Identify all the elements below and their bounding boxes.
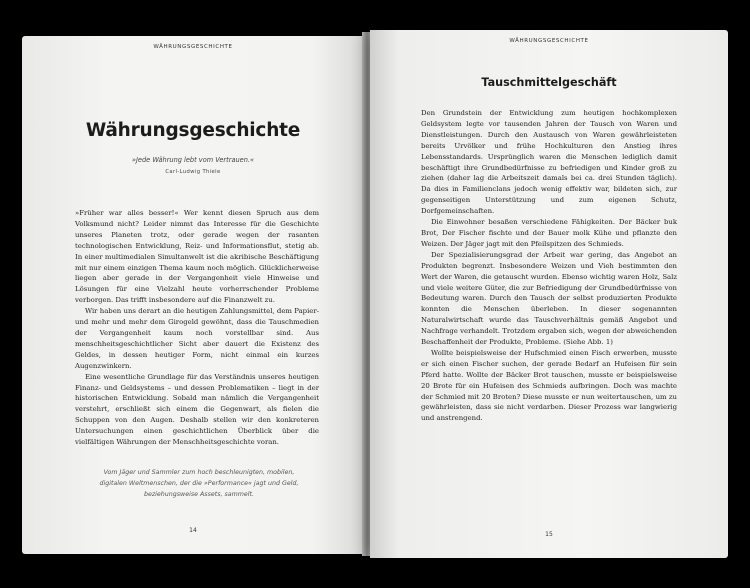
closing-quote-line: beziehungsweise Assets, sammelt. — [144, 491, 254, 499]
left-body-text — [75, 208, 319, 448]
epigraph: »Jede Währung lebt vom Vertrauen.« — [131, 156, 255, 164]
paragraph: Die Einwohner besaßen verschiedene Fähigkeiten. Der Bäcker buk Brot, Der Fischer fischte und der Bauer molk Kühe und pflanzte den Weizen. Der Jäger jagt mit den Pfeilspitzen des Schmieds. — [421, 218, 677, 248]
right-page — [370, 30, 728, 558]
page-number: 15 — [545, 531, 553, 538]
section-title: Tauschmittelgeschäft — [481, 76, 617, 89]
closing-quote — [88, 467, 310, 501]
epigraph-author: Carl-Ludwig Thiele — [165, 169, 221, 175]
paragraph: Den Grundstein der Entwicklung zum heutigen hochkomplexen Geldsystem legte vor tausenden Jahren der Tausch von Waren und Dienstleistungen. Durch den Austausch von Waren gewährleisteten bereits Urvölker und frühe Hochkulturen den Anstieg ihres Lebensstandards. Ursprünglich waren die Menschen lediglich damit beschäftigt ihre Grundbedürfnisse zu befriedigen und Kinder groß zu ziehen (daher lag die Arbeitszeit damals bei ca. drei Stunden täglich). Da dies in Familienclans jedoch wenig effektiv war, bildeten sich, zur gegenseitigen Unterstützung und zum eigenen Schutz, Dorfgemeinschaften. — [421, 109, 677, 216]
running-head: WÄHRUNGSGESCHICHTE — [509, 38, 589, 44]
left-page — [22, 36, 364, 554]
paragraph: »Früher war alles besser!« Wer kennt diesen Spruch aus dem Volksmund nicht? Leider nimmt das Interesse für die Geschichte unseres Planeten trotz, oder gerade wegen der rasanten technologischen Entwicklung, Reiz- und Informationsflut, stetig ab. In einer multimedialen Simultanwelt ist die akribische Beschäftigung mit nur einem einzigen Thema kaum noch möglich. Glücklicherweise liegen aber gerade in der Vergangenheit viele Hinweise und Lösungen für eine Vielzahl heute vorherrschender Probleme verborgen. Das trifft insbesondere auf die Finanzwelt zu. — [75, 209, 319, 305]
running-head: WÄHRUNGSGESCHICHTE — [153, 44, 233, 50]
page-number: 14 — [189, 527, 197, 534]
right-body-text — [421, 108, 677, 424]
closing-quote-line: digitalen Weltmenschen, der die »Performance« jagt und Geld, — [99, 480, 299, 488]
paragraph: Eine wesentliche Grundlage für das Verständnis unseres heutigen Finanz- und Geldsystems – und dessen Problematiken – liegt in der historischen Entwicklung. Sobald man nämlich die Vergangenheit verstehrt, erschließt sich einem die Gegenwart, als fielen die Schuppen von den Augen. Deshalb stellen wir den konkreteren Untersuchungen einen geschichtlichen Überblick über die vielfältigen Währungen der Menschheitsgeschichte voran. — [75, 372, 319, 447]
closing-quote-line: Vom Jäger und Sammler zum hoch beschleunigten, mobilen, — [103, 469, 295, 476]
chapter-title: Währungsgeschichte — [85, 120, 301, 141]
paragraph: Der Spezialisierungsgrad der Arbeit war gering, das Angebot an Produkten begrenzt. Insbesondere Weizen und Vieh bestimmten den Wert der Waren, die getauscht wurden. Ebenso wichtig waren Holz, Salz und viele weitere Güter, die zur Befriedigung der Grundbedürfnisse von Bedeutung waren. Durch den Tausch der selbst produzierten Produkte konnten die Menschen überleben. In dieser sogenannten Naturalwirtschaft wurde das Tauschverhältnis gemäß Angebot und Nachfrage verhandelt. Trotzdem ergaben sich, wegen der abweichenden Beschaffenheit der Produkte, Probleme. (Siehe Abb. 1) — [421, 250, 677, 347]
paragraph: Wir haben uns derart an die heutigen Zahlungsmittel, dem Papier- und mehr und mehr dem Girogeld gewöhnt, dass die Tauschmedien der Vergangenheit kaum noch vorstellbar sind. Aus menschheitsgeschichtlicher Sicht aber dauert die Existenz des Geldes, in dessen heutiger Form, nicht einmal ein kurzes Augenzwinkern. — [75, 307, 319, 370]
paragraph: Wollte beispielsweise der Hufschmied einen Fisch erwerben, musste er sich einen Fischer suchen, der gerade Bedarf an Hufeisen für sein Pferd hatte. Wollte der Bäcker Brot tauschen, musste er beispielsweise 20 Brote für ein Hufeisen des Schmieds aufbringen. Doch was machte der Schmied mit 20 Broten? Diese musste er nun weitertauschen, um zu gewährleisten, dass sie nicht verdarben. Dieser Prozess war langwierig und anstrengend. — [421, 348, 677, 423]
